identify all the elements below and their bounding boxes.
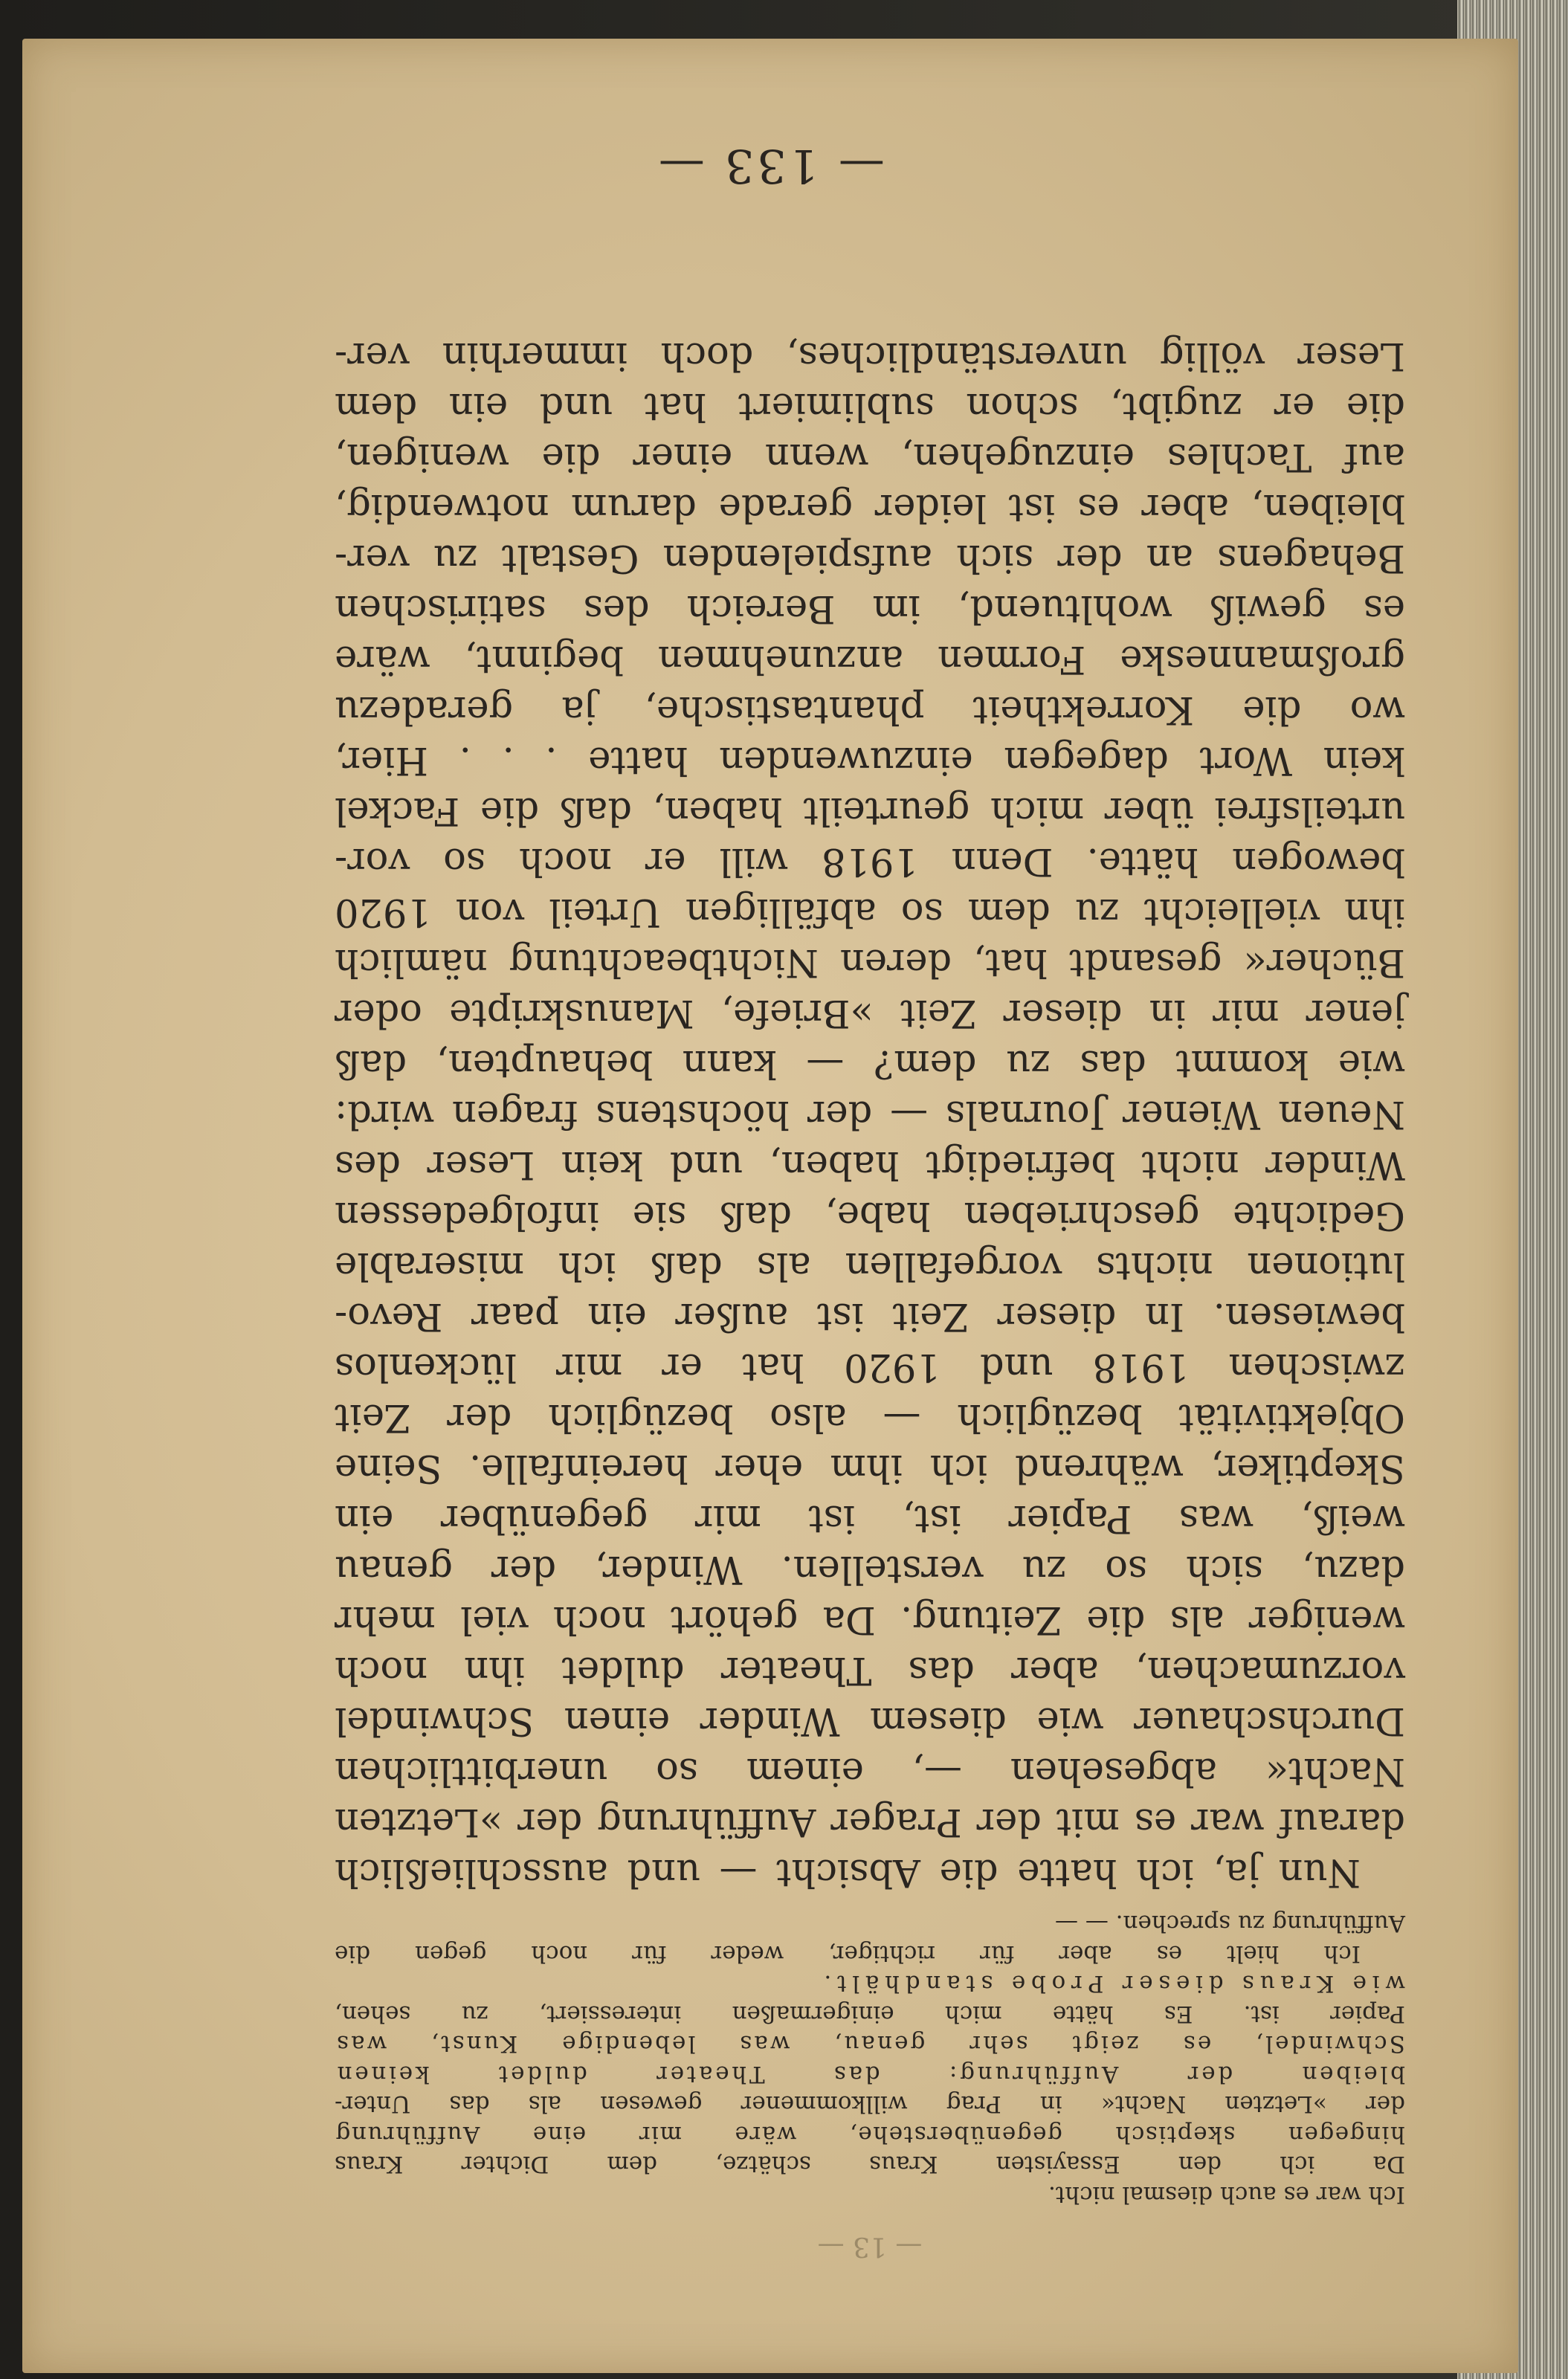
text-line: Skeptiker, während ich ihm eher hereinfalle. Seine — [335, 1446, 1405, 1490]
text-line: Neuen Wiener Journals — der höchstens fragen wird: — [335, 1092, 1405, 1136]
faint-running-mark: — 13 — — [817, 2231, 923, 2262]
text-line: bleiben, aber es ist leider gerade darum notwendig, — [335, 485, 1405, 529]
text-line: bewogen hätte. Denn 1918 will er noch so vor- — [335, 839, 1405, 883]
text-line: wo die Korrektheit phantastische, ja geradezu — [335, 688, 1405, 732]
text-line: Behagens an der sich aufspielenden Gestalt zu ver- — [335, 536, 1405, 580]
text-line: ihn vielleicht zu dem so abfälligen Urteil von 1920 — [335, 890, 1405, 934]
text-line: Bücher« gesandt hat, deren Nichtbeachtung nämlich — [335, 940, 1405, 984]
text-line: Nacht« abgesehen —, einem so unerbittlichen — [335, 1749, 1405, 1793]
footnote-line: der »Letzten Nacht« in Prag willkommener gewesen als das Unter- — [335, 2091, 1405, 2118]
main-paragraph — [335, 330, 1405, 1897]
page-number: — 133 — — [656, 139, 885, 193]
paper-leaf — [22, 39, 1518, 2373]
body-content — [335, 1908, 1405, 2209]
text-line: es gewiß wohltuend, im Bereich des satirischen — [335, 587, 1405, 630]
footnote-line: wie Kraus dieser Probe standhält. — [818, 1970, 1405, 1998]
text-line: Winder nicht befriedigt haben, und kein Leser des — [335, 1143, 1405, 1187]
footnote-line: Ich war es auch diesmal nicht. — [1048, 2181, 1405, 2208]
upside-down-text-block — [335, 334, 1405, 2262]
footnote-line: Papier ist. Es hätte mich einigermaßen interessiert, zu sehen, — [335, 2001, 1405, 2027]
footnote-line: Aufführung zu sprechen. — — — [1054, 1910, 1405, 1937]
text-line: großmanneske Formen anzunehmen beginnt, wäre — [335, 637, 1405, 681]
text-line: kein Wort dagegen einzuwenden hatte . . . Hier, — [335, 738, 1405, 782]
footnote-line: Ich hielt es aber für richtiger, weder für noch gegen die — [335, 1940, 1361, 1967]
text-line: die er zugibt, schon sublimiert hat und ein dem — [335, 384, 1405, 428]
text-line: jener mir in dieser Zeit »Briefe, Manuskripte oder — [335, 991, 1405, 1035]
text-line: weiß, was Papier ist, ist mir gegenüber ein — [335, 1497, 1405, 1540]
text-line: Durchschauer wie diesem Winder einen Schwindel — [335, 1699, 1405, 1743]
text-line: dazu, sich so zu verstellen. Winder, der genau — [335, 1547, 1405, 1591]
footnote — [335, 1908, 1405, 2209]
text-line: zwischen 1918 und 1920 hat er mir lückenlos — [335, 1345, 1405, 1389]
text-line: Gedichte geschrieben habe, daß sie infolgedessen — [335, 1193, 1405, 1237]
text-line: weniger als die Zeitung. Da gehört noch viel mehr — [335, 1598, 1405, 1642]
footnote-line: bleiben der Aufführung: das Theater duldet keinen — [335, 2061, 1405, 2088]
text-line: Objektivität bezüglich — also bezüglich der Zeit — [335, 1395, 1405, 1439]
text-line: Leser völlig unverständliches, doch immerhin ver- — [335, 334, 1405, 378]
footnote-line: hingegen skeptisch gegenüberstehe, wäre mir eine Aufführung — [335, 2121, 1405, 2148]
text-line: wie kommt das zu dem? — kann behaupten, daß — [335, 1042, 1405, 1085]
footnote-line: Schwindel, es zeigt sehr genau, was lebendige Kunst, was — [335, 2030, 1405, 2058]
text-line: darauf war es mit der Prager Aufführung der »Letzten — [335, 1800, 1405, 1844]
text-line: auf Tachles einzugehen, wenn einer die wenigen, — [335, 435, 1405, 479]
text-line: lutionen nichts vorgefallen als daß ich miserable — [335, 1244, 1405, 1288]
text-line: vorzumachen, aber das Theater duldet ihn noch — [335, 1648, 1405, 1692]
footnote-line: Da ich den Essayisten Kraus schätze, dem Dichter Kraus — [335, 2151, 1405, 2178]
text-line: urteilsfrei über mich geurteilt haben, daß die Fackel — [335, 789, 1405, 833]
text-line: Nun ja, ich hatte die Absicht — und ausschließlich — [335, 1850, 1361, 1894]
text-line: bewiesen. In dieser Zeit ist außer ein paar Revo- — [335, 1294, 1405, 1338]
